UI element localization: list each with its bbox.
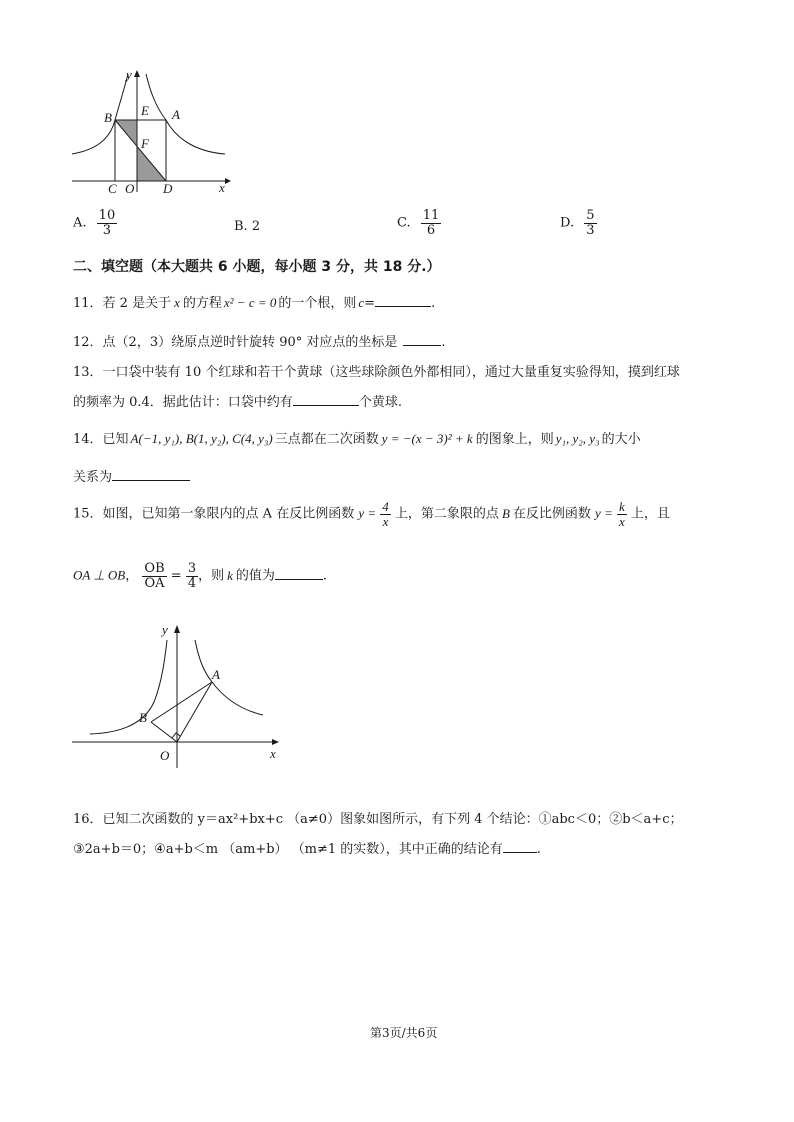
question-13-line-1: 13．一口袋中装有 10 个红球和若干个黄球（这些球除颜色外都相同），通过大量重复实验得知，摸到红球 xyxy=(73,365,680,380)
q11-equals: = xyxy=(364,296,376,311)
fig1-label-x: x xyxy=(219,180,225,195)
x-axis-arrow xyxy=(225,178,231,184)
q11-text-b: 的方程 xyxy=(182,296,222,311)
q14-function: y = −(x − 3)² + k xyxy=(381,431,473,446)
fig2-label-O: O xyxy=(160,748,170,763)
option-value: 2 xyxy=(251,219,261,234)
fig1-label-E: E xyxy=(141,103,149,118)
question-11 xyxy=(73,292,435,311)
q16-answer-blank[interactable] xyxy=(503,840,537,853)
option-numerator: 5 xyxy=(586,208,595,223)
fig2-label-A: A xyxy=(212,667,220,682)
q15-var-k: k xyxy=(227,567,233,583)
question-14-line-2 xyxy=(73,466,190,485)
q15-period: . xyxy=(322,568,328,584)
q14-text-b: 三点都在二次函数 xyxy=(274,432,379,447)
option-denominator: 3 xyxy=(102,222,112,238)
option-C xyxy=(397,209,441,237)
option-letter: B. xyxy=(234,219,248,234)
fig2-label-y: y xyxy=(162,622,168,637)
segment-OA xyxy=(177,682,212,742)
q12-period: . xyxy=(441,335,446,350)
right-angle-mark xyxy=(172,733,180,738)
fig1-label-O: O xyxy=(125,181,135,196)
question-15-line-2 xyxy=(73,562,327,590)
segment-AB xyxy=(151,682,212,722)
q15-equals: = xyxy=(170,568,182,584)
option-numerator: 11 xyxy=(422,208,440,223)
fig1-label-F: F xyxy=(141,136,149,151)
q14-text-c: 的图象上，则 xyxy=(475,432,554,447)
left-hyperbola-curve xyxy=(90,640,167,734)
q14-variables: y₁, y₂, y₃ xyxy=(555,431,600,446)
question-12 xyxy=(73,331,446,350)
x-axis-arrow xyxy=(272,739,279,745)
q15-frac3-den: OA xyxy=(144,575,165,591)
q15-frac2-den: x xyxy=(618,513,625,529)
q15-point-B: B xyxy=(501,505,510,521)
q15-comma: ， xyxy=(125,568,139,584)
q14-points: A(−1, y₁), B(1, y₂), C(4, y₃) xyxy=(130,431,273,446)
question-16-line-1: 16．已知二次函数的 y＝ax²+bx+c （a≠0）图象如图所示，有下列 4 个结论：①abc＜0；②b＜a+c； xyxy=(73,812,683,827)
q11-answer-blank[interactable] xyxy=(375,294,431,307)
q14-text-a: 14．已知 xyxy=(73,432,129,447)
q11-text-c: 的一个根，则 xyxy=(278,296,357,311)
option-letter: C. xyxy=(397,215,411,231)
q15-text-b: 上，第二象限的点 xyxy=(394,506,499,522)
q15-text-e: ，则 xyxy=(198,568,225,584)
option-D xyxy=(560,209,597,237)
left-hyperbola-curve xyxy=(72,74,128,154)
fig1-label-A: A xyxy=(172,107,180,122)
page-footer: 第3页/共6页 xyxy=(370,1026,438,1040)
q14-text-d: 的大小 xyxy=(601,432,641,447)
option-B xyxy=(234,219,260,234)
q15-y-eq-2: y = xyxy=(595,505,613,521)
q12-text: 12．点（2，3）绕原点逆时针旋转 90° 对应点的坐标是 xyxy=(73,335,398,350)
q15-frac4-num: 3 xyxy=(187,561,197,576)
q15-perpendicular: OA ⊥ OB xyxy=(73,567,126,583)
q14-answer-blank[interactable] xyxy=(112,468,190,481)
fig2-label-x: x xyxy=(270,746,276,761)
figure-2-reciprocal-functions xyxy=(66,618,286,768)
fig1-label-y: y xyxy=(126,67,132,82)
option-denominator: 6 xyxy=(426,222,436,238)
q11-text-a: 11．若 2 是关于 xyxy=(73,296,172,311)
y-axis-arrow xyxy=(174,625,180,633)
q15-text-c: 在反比例函数 xyxy=(512,506,591,522)
option-numerator: 10 xyxy=(98,208,116,223)
fig2-label-B: B xyxy=(139,710,147,725)
q15-frac4-den: 4 xyxy=(187,575,197,591)
option-A xyxy=(73,209,117,237)
q15-answer-blank[interactable] xyxy=(275,567,323,580)
option-letter: A. xyxy=(73,215,87,231)
right-hyperbola-curve xyxy=(146,74,225,154)
q11-var-c: c xyxy=(358,295,365,310)
option-letter: D. xyxy=(560,215,575,231)
q15-y-eq-1: y = xyxy=(358,505,377,521)
q11-period: . xyxy=(431,296,436,311)
q15-text-f: 的值为 xyxy=(235,568,275,584)
q14-text-line2: 关系为 xyxy=(73,470,113,485)
q12-answer-blank[interactable] xyxy=(403,333,441,346)
q13-answer-blank[interactable] xyxy=(293,393,359,406)
section-heading: 二、填空题（本大题共 6 小题，每小题 3 分，共 18 分.） xyxy=(73,259,441,275)
fig1-label-D: D xyxy=(163,181,173,196)
option-denominator: 3 xyxy=(586,222,595,238)
right-hyperbola-curve xyxy=(195,640,263,715)
segment-OB xyxy=(151,722,177,742)
q15-frac3-num: OB xyxy=(144,561,165,576)
question-14-line-1 xyxy=(73,428,641,447)
q11-equation: x² − c = 0 xyxy=(223,295,277,310)
y-axis-arrow xyxy=(134,70,140,77)
q15-text-d: 上，且 xyxy=(630,506,670,522)
question-16-line-2 xyxy=(73,838,541,857)
figure-1-hyperbola-rectangle xyxy=(60,62,240,202)
q16-period: . xyxy=(536,842,541,857)
q15-text-a: 15．如图，已知第一象限内的点 A 在反比例函数 xyxy=(73,506,355,522)
fig1-label-B: B xyxy=(104,110,112,125)
question-15-line-1 xyxy=(73,500,670,528)
q15-frac1-num: 4 xyxy=(382,499,389,514)
q11-var-x: x xyxy=(174,295,180,310)
q13-text-b: 个黄球. xyxy=(358,395,402,410)
q13-text-a: 的频率为 0.4．据此估计：口袋中约有 xyxy=(73,395,293,410)
q16-text-a: ③2a+b＝0；④a+b＜m （am+b） （m≠1 的实数），其中正确的结论有 xyxy=(73,842,503,857)
q15-frac2-num: k xyxy=(618,499,625,514)
fig1-label-C: C xyxy=(108,181,117,196)
q15-frac1-den: x xyxy=(382,513,389,529)
question-13-line-2 xyxy=(73,391,402,410)
